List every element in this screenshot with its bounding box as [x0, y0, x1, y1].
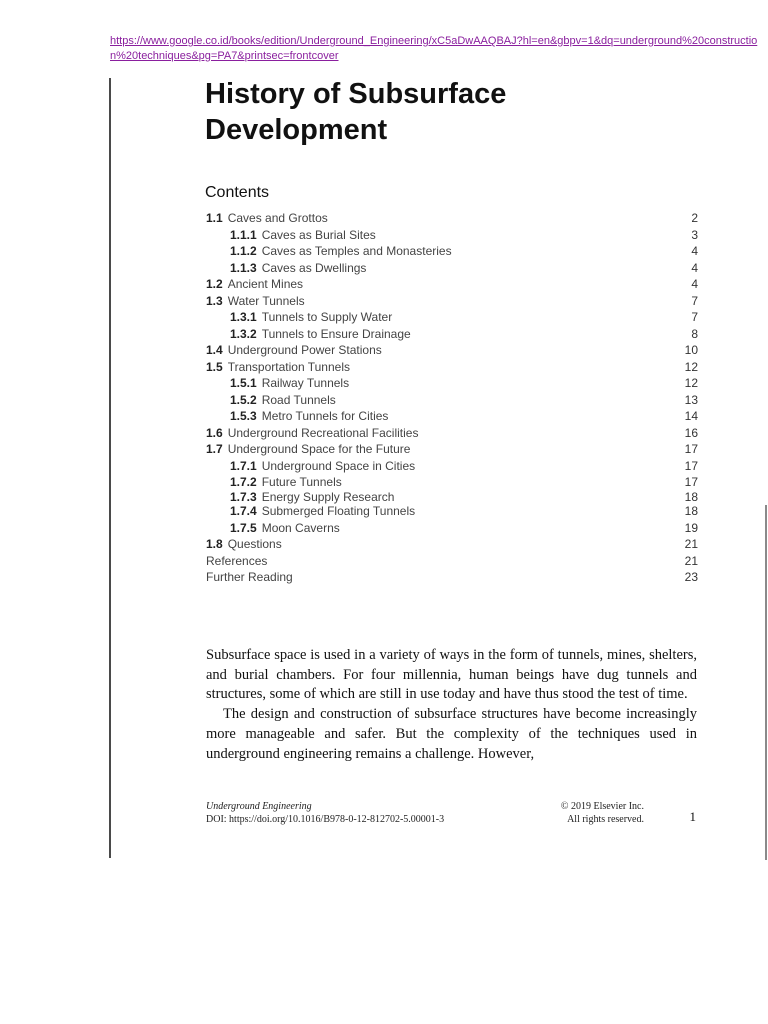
toc-entry-title: Submerged Floating Tunnels — [261, 504, 416, 519]
scan-edge-left — [109, 78, 111, 858]
toc-entry — [205, 326, 698, 343]
toc-entry-title: Underground Power Stations — [227, 343, 382, 358]
toc-entry-number: 1.4 — [206, 343, 223, 358]
toc-entry-page: 4 — [691, 277, 698, 292]
toc-entry-number: 1.5 — [206, 359, 223, 374]
chapter-body-text — [206, 646, 697, 764]
toc-entry — [205, 342, 698, 359]
toc-entry — [205, 474, 698, 491]
toc-entry-title: Caves as Dwellings — [261, 260, 367, 275]
toc-entry-number: 1.1.3 — [230, 260, 257, 275]
toc-entry-number: 1.7.5 — [230, 520, 257, 535]
toc-entry-title: Energy Supply Research — [261, 489, 395, 504]
source-url-link[interactable]: https://www.google.co.id/books/edition/Underground_Engineering/xC5aDwAAQBAJ?hl=en&gbpv=1&dq=underground%20construction%20techniques&pg=PA7&printsec=frontcover — [110, 35, 758, 62]
toc-entry — [205, 408, 698, 425]
toc-entry-page: 14 — [684, 409, 698, 424]
toc-entry-title: Caves as Burial Sites — [261, 227, 376, 242]
toc-entry-title: Underground Space in Cities — [261, 458, 416, 473]
toc-entry-number: 1.7.2 — [230, 475, 257, 490]
toc-entry — [205, 276, 698, 293]
toc-entry-page: 18 — [684, 504, 698, 519]
toc-entry-title: Questions — [227, 537, 282, 552]
toc-entry-number: 1.7.4 — [230, 504, 257, 519]
toc-entry-title: Railway Tunnels — [261, 376, 350, 391]
table-of-contents — [205, 210, 698, 586]
toc-entry-page: 17 — [684, 442, 698, 457]
toc-entry-number: 1.5.1 — [230, 376, 257, 391]
toc-entry-page: 3 — [691, 227, 698, 242]
toc-entry-page: 4 — [691, 260, 698, 275]
toc-entry-title: Underground Space for the Future — [227, 442, 411, 457]
toc-entry — [205, 210, 698, 227]
toc-entry — [205, 569, 698, 586]
toc-entry — [205, 375, 698, 392]
toc-entry-title: Road Tunnels — [261, 392, 336, 407]
toc-entry-page: 12 — [684, 359, 698, 374]
toc-entry-page: 4 — [691, 244, 698, 259]
footer-rights-line: All rights reserved. — [567, 814, 644, 825]
toc-entry — [205, 503, 698, 520]
contents-heading: Contents — [205, 184, 270, 201]
toc-entry-number: 1.1.1 — [230, 227, 257, 242]
toc-entry-page: 16 — [684, 425, 698, 440]
toc-entry-page: 21 — [684, 537, 698, 552]
toc-entry — [205, 441, 698, 458]
body-paragraph: The design and construction of subsurface structures have become increasingly more manageable and safer. But the complexity of the techniques used in underground engineering remains a challenge. However, — [206, 706, 697, 762]
toc-entry-number: 1.7.3 — [230, 489, 257, 504]
footer-copyright-line: © 2019 Elsevier Inc. — [560, 801, 644, 812]
footer-copyright — [548, 800, 644, 826]
toc-entry-number: 1.1.2 — [230, 244, 257, 259]
toc-entry-number: 1.5.2 — [230, 392, 257, 407]
scan-edge-right — [765, 505, 767, 860]
toc-entry-title: Transportation Tunnels — [227, 359, 350, 374]
toc-entry — [205, 536, 698, 553]
toc-entry-page: 21 — [684, 553, 698, 568]
toc-entry — [205, 520, 698, 537]
toc-entry-page: 17 — [684, 458, 698, 473]
body-paragraph: Subsurface space is used in a variety of ways in the form of tunnels, mines, shelters, and burial chambers. For four millennia, human beings have dug tunnels and structures, some of which are still in use today and have thus stood the test of time. — [206, 647, 697, 703]
toc-entry — [205, 425, 698, 442]
toc-entry-title: Tunnels to Ensure Drainage — [261, 326, 411, 341]
toc-entry-page: 8 — [691, 326, 698, 341]
toc-entry-page: 13 — [684, 392, 698, 407]
toc-entry-page: 18 — [684, 489, 698, 504]
toc-entry-title: Ancient Mines — [227, 277, 304, 292]
toc-entry-title: References — [206, 553, 268, 568]
chapter-title: History of Subsurface Development — [205, 78, 507, 146]
toc-entry-title: Underground Recreational Facilities — [227, 425, 419, 440]
toc-entry — [205, 293, 698, 310]
toc-entry — [205, 491, 698, 504]
toc-entry-page: 7 — [691, 293, 698, 308]
toc-entry-number: 1.5.3 — [230, 409, 257, 424]
toc-entry-title: Water Tunnels — [227, 293, 305, 308]
toc-entry-page: 19 — [684, 520, 698, 535]
footer-citation — [206, 800, 444, 826]
toc-entry-number: 1.3.2 — [230, 326, 257, 341]
toc-entry-title: Future Tunnels — [261, 475, 342, 490]
toc-entry — [205, 553, 698, 570]
toc-entry-title: Metro Tunnels for Cities — [261, 409, 389, 424]
toc-entry-page: 17 — [684, 475, 698, 490]
toc-entry-number: 1.6 — [206, 425, 223, 440]
toc-entry-page: 7 — [691, 310, 698, 325]
toc-entry-page: 23 — [684, 570, 698, 585]
toc-entry — [205, 359, 698, 376]
toc-entry-number: 1.3 — [206, 293, 223, 308]
toc-entry-number: 1.1 — [206, 211, 223, 226]
toc-entry-page: 10 — [684, 343, 698, 358]
toc-entry-number: 1.8 — [206, 537, 223, 552]
toc-entry-title: Moon Caverns — [261, 520, 340, 535]
toc-entry-title: Caves and Grottos — [227, 211, 328, 226]
toc-entry-page: 2 — [691, 211, 698, 226]
toc-entry-number: 1.7.1 — [230, 458, 257, 473]
toc-entry-title: Caves as Temples and Monasteries — [261, 244, 452, 259]
page-number: 1 — [689, 809, 696, 824]
footer-book-title: Underground Engineering — [206, 801, 312, 812]
toc-entry — [205, 392, 698, 409]
toc-entry — [205, 260, 698, 277]
toc-entry-page: 12 — [684, 376, 698, 391]
toc-entry-number: 1.3.1 — [230, 310, 257, 325]
toc-entry — [205, 458, 698, 475]
footer-doi: DOI: https://doi.org/10.1016/B978-0-12-812702-5.00001-3 — [206, 814, 445, 825]
toc-entry-number: 1.2 — [206, 277, 223, 292]
toc-entry-title: Further Reading — [206, 570, 293, 585]
toc-entry-number: 1.7 — [206, 442, 223, 457]
toc-entry — [205, 309, 698, 326]
toc-entry — [205, 243, 698, 260]
toc-entry-title: Tunnels to Supply Water — [261, 310, 393, 325]
toc-entry — [205, 227, 698, 244]
